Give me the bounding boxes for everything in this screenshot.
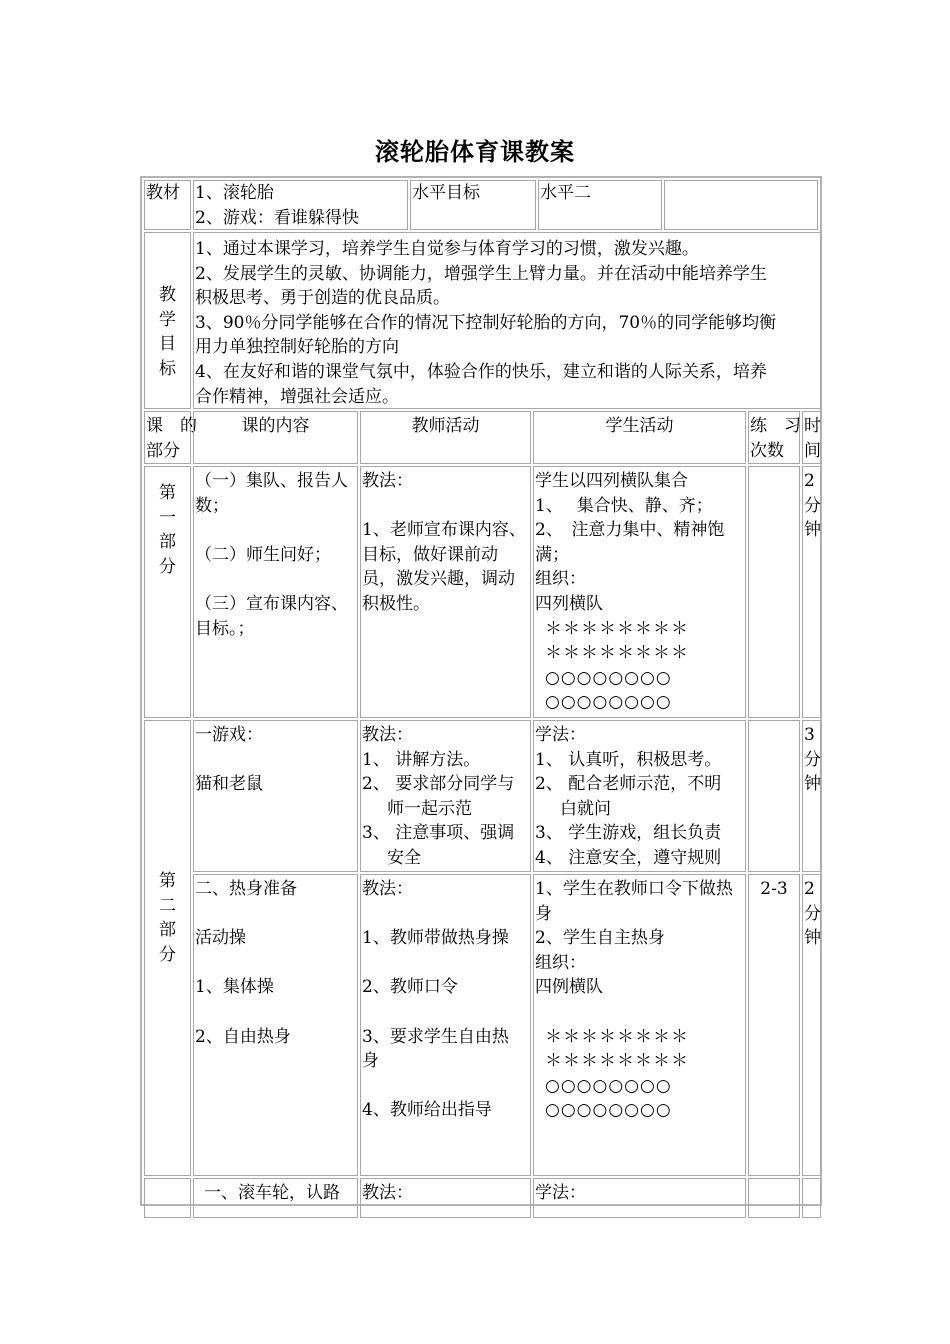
part1-student-line: 组织： [535,569,586,590]
part2-warmup-practice-value: 2-3 [760,879,788,899]
objectives-label-char: 学 [159,309,176,330]
part3-content-cell [193,1178,358,1218]
part2-warmup-content-cell [193,874,358,1176]
part2-game-student-item: 1、 认真听，积极思考。 [535,749,722,770]
formation-row: ＊＊＊＊＊＊＊＊ [545,1026,689,1047]
col-header-content-label: 课的内容 [241,416,310,436]
part2-warmup-teacher-line: 3、要求学生自由热 [362,1026,509,1047]
col-header-practice [748,411,800,464]
page-title: 滚轮胎体育课教案 [375,137,575,166]
part2-game-time-char: 分 [804,749,821,770]
objectives-label-char: 标 [159,358,176,379]
part2-game-student-head: 学法： [535,725,586,745]
objectives-label-cell [144,232,191,409]
col-header-student-label: 学生活动 [605,416,674,436]
part1-time-char: 2 [804,471,815,491]
part1-content-line: 目标。； [195,618,255,639]
part1-label-char: 部 [159,532,176,553]
formation-row: ＊＊＊＊＊＊＊＊ [545,643,689,664]
col-header-practice-line: 练 习 [750,416,801,436]
objectives-label-char: 目 [159,334,176,355]
part1-teacher-line: 员，激发兴趣，调动 [362,569,515,590]
level-value-cell [538,180,662,230]
level-label: 水平目标 [412,183,480,203]
part2-label-char: 二 [159,895,176,916]
part2-game-time-char: 3 [804,725,815,745]
part1-student-line: 2、 注意力集中、精神饱 [535,520,725,541]
part2-game-time-cell [802,720,821,872]
part2-game-student-cell [533,720,746,872]
part1-content-line: （三）宣布课内容、 [195,593,348,614]
part2-game-student-item: 4、 注意安全，遵守规则 [535,847,722,868]
part2-game-time-char: 钟 [804,774,821,795]
formation-row: ＊＊＊＊＊＊＊＊ [545,1051,689,1072]
formation-row: ＊＊＊＊＊＊＊＊ [545,618,689,639]
part2-game-teacher-head: 教法： [362,725,413,745]
part2-warmup-teacher-line: 4、教师给出指导 [362,1100,492,1121]
col-header-teacher [360,411,531,464]
formation-row: ○○○○○○○○ [545,1100,672,1121]
part1-student-cell [533,466,746,718]
part2-warmup-student-line: 1、学生在教师口令下做热 [535,879,733,899]
part3-time-cell [802,1178,821,1218]
col-header-student [533,411,746,464]
part2-warmup-teacher-line: 教法： [362,879,413,899]
col-header-content [193,411,358,464]
part1-practice-cell [748,466,800,718]
part1-time-char: 分 [804,495,821,516]
part2-warmup-student-line: 组织： [535,952,586,973]
col-header-time-line: 时 [804,416,821,436]
objective-line: 4、在友好和谐的课堂气氛中，体验合作的快乐，建立和谐的人际关系，培养 [195,361,767,382]
part2-game-teacher-item: 3、 注意事项、强调 [362,823,515,844]
part2-game-student-item: 3、 学生游戏，组长负责 [535,823,722,844]
objective-line: 用力单独控制好轮胎的方向 [195,337,399,358]
part2-warmup-student-cell [533,874,746,1176]
part2-warmup-teacher-line: 1、教师带做热身操 [362,928,509,949]
objective-line: 3、90％分同学能够在合作的情况下控制好轮胎的方向，70％的同学能够均衡 [195,312,777,333]
part2-warmup-practice-cell [748,874,800,1176]
empty-header-cell [664,180,818,230]
part3-student-cell [533,1178,746,1218]
part2-warmup-student-line: 四例横队 [535,977,603,998]
part1-content-line: 数； [195,495,229,516]
col-header-practice-line: 次数 [750,440,784,461]
part1-student-line: 1、 集合快、静、齐； [535,495,713,516]
part1-teacher-line: 1、老师宣布课内容、 [362,520,526,541]
part1-content-cell [193,466,358,718]
part2-game-teacher-item: 2、 要求部分同学与 [362,774,515,795]
objectives-label-char: 教 [159,285,176,305]
part3-practice-cell [748,1178,800,1218]
part3-student-line: 学法： [535,1183,586,1203]
part2-game-practice-cell [748,720,800,872]
part1-teacher-line: 积极性。 [362,593,430,614]
part2-label-char: 第 [159,871,176,891]
material-item: 1、滚轮胎 [195,183,274,203]
col-header-time-line: 间 [804,440,821,461]
part2-warmup-content-line: 2、自由热身 [195,1026,291,1047]
part2-warmup-content-line: 活动操 [195,928,246,949]
part1-teacher-cell [360,466,531,718]
part2-game-teacher-item: 安全 [387,847,421,868]
objective-line: 2、发展学生的灵敏、协调能力，增强学生上臂力量。并在活动中能培养学生 [195,263,767,284]
part2-warmup-content-line: 1、集体操 [195,977,274,998]
part1-content-line: （二）师生问好； [195,544,331,565]
level-label-cell [410,180,536,230]
part2-warmup-teacher-line: 身 [362,1051,379,1072]
level-value: 水平二 [540,183,591,203]
part2-warmup-student-line: 2、学生自主热身 [535,928,665,949]
part1-content-line: （一）集队、报告人 [195,471,348,491]
part1-label-char: 分 [159,556,176,577]
part1-time-cell [802,466,821,718]
part2-label-char: 部 [159,920,176,941]
material-item: 2、游戏：看谁躲得快 [195,207,359,228]
col-header-part [144,411,197,464]
part1-teacher-line: 教法： [362,471,413,491]
part1-teacher-line: 目标，做好课前动 [362,544,498,565]
col-header-time [802,411,821,464]
objective-line: 1、通过本课学习，培养学生自觉参与体育学习的习惯，激发兴趣。 [195,239,699,259]
part1-student-line: 学生以四列横队集合 [535,471,688,491]
part3-teacher-line: 教法： [362,1183,413,1203]
part2-warmup-content-line: 二、热身准备 [195,879,297,899]
formation-row: ○○○○○○○○ [545,1075,672,1096]
part3-content-line: 一、滚车轮，认路 [204,1183,340,1203]
part2-game-teacher-cell [360,720,531,872]
material-items-cell [193,180,408,230]
part1-label-cell [144,466,191,718]
part2-warmup-time-char: 钟 [804,928,821,949]
part2-warmup-time-cell [802,874,821,1176]
objective-line: 积极思考、勇于创造的优良品质。 [195,288,450,309]
part2-game-content-line: 一游戏： [195,725,263,745]
part1-label-char: 第 [159,483,176,503]
part2-warmup-student-line: 身 [535,903,552,924]
part2-warmup-teacher-line: 2、教师口令 [362,977,458,998]
part2-game-student-item: 白就问 [560,798,611,819]
part2-game-student-item: 2、 配合老师示范，不明 [535,774,722,795]
part2-warmup-time-char: 分 [804,903,821,924]
part2-game-teacher-item: 1、 讲解方法。 [362,749,481,770]
part3-teacher-cell [360,1178,531,1218]
part2-warmup-time-char: 2 [804,879,815,899]
lesson-plan-table [140,176,822,1206]
part2-label-char: 分 [159,944,176,965]
part1-student-line: 四列横队 [535,593,603,614]
part2-warmup-teacher-cell [360,874,531,1176]
part1-student-line: 满； [535,544,569,565]
part1-label-char: 一 [159,507,176,528]
part2-game-content-cell [193,720,358,872]
col-header-part-line: 部分 [146,440,180,461]
part1-time-char: 钟 [804,520,821,541]
part2-game-content-line: 猫和老鼠 [195,774,263,795]
part2-label-cell [144,720,191,1176]
material-label-cell [144,180,191,230]
objectives-text-cell [193,232,821,409]
col-header-part-line: 课 的 [146,416,197,436]
objective-line: 合作精神，增强社会适应。 [195,386,399,407]
part2-game-teacher-item: 师一起示范 [387,798,472,819]
material-label: 教材 [146,183,180,203]
formation-row: ○○○○○○○○ [545,667,672,688]
formation-row: ○○○○○○○○ [545,692,672,713]
part3-label-cell [144,1178,191,1218]
col-header-teacher-label: 教师活动 [411,416,480,436]
